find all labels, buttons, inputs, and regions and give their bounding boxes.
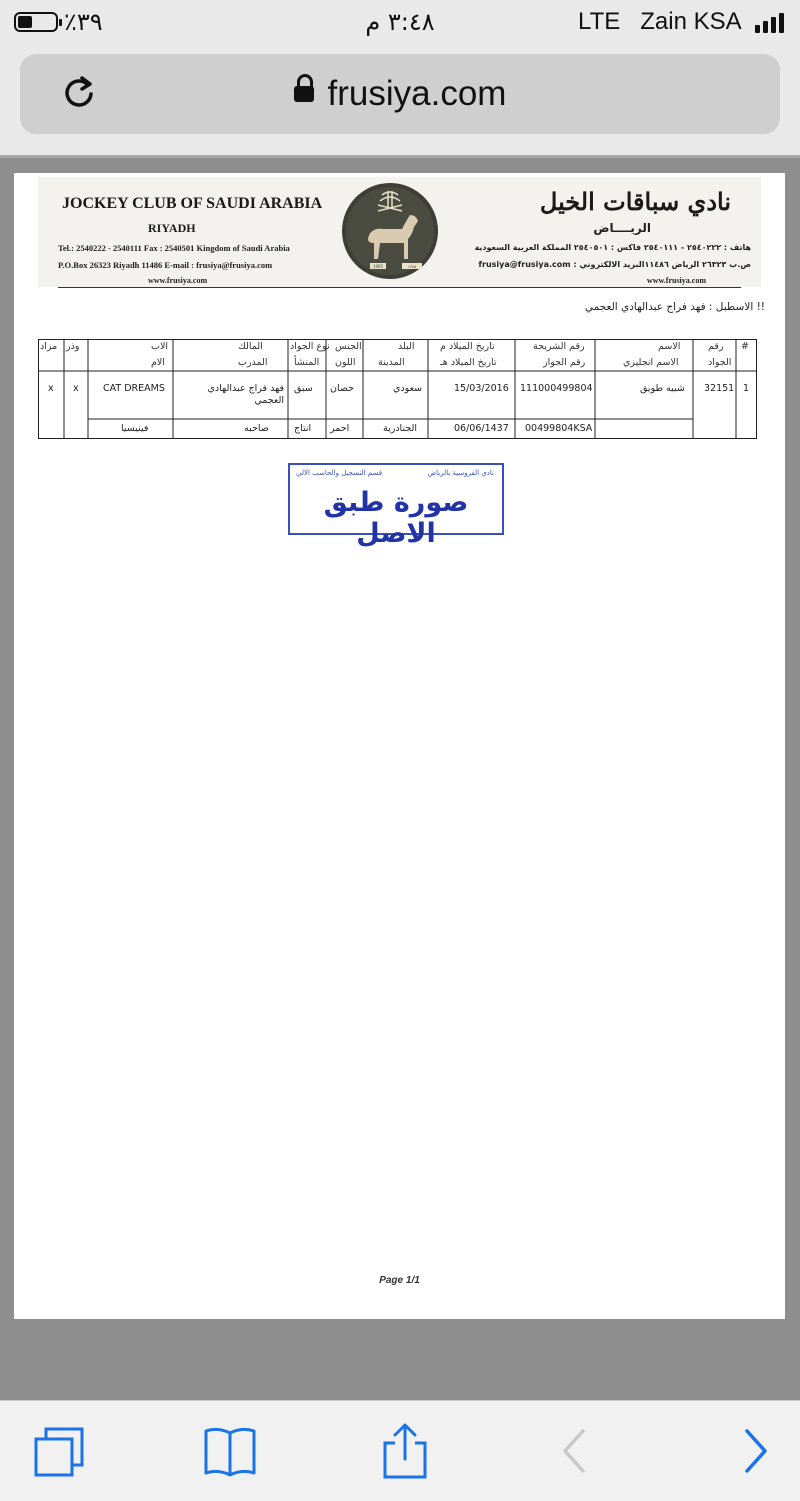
stamp-text: صورة طبق الاصل bbox=[323, 487, 469, 549]
cell-owner: فهد فراج عبدالهادي العجمي bbox=[207, 383, 284, 406]
horse-table bbox=[38, 339, 757, 439]
cell-type: سبق bbox=[294, 383, 313, 394]
cell-country: سعودي bbox=[393, 383, 423, 394]
back-icon[interactable] bbox=[545, 1421, 605, 1481]
stable-label: !! الاسطبل : فهد فراج عبدالهادي العجمي bbox=[584, 301, 765, 313]
cell-wthr: x bbox=[73, 383, 79, 394]
col-header-sire: الاب bbox=[151, 341, 169, 352]
col-header-dam: الام bbox=[151, 357, 165, 368]
browser-header bbox=[0, 46, 800, 156]
col-header-city: المدينة bbox=[378, 357, 405, 368]
emblem-year-en: 1965 bbox=[372, 264, 384, 269]
letterhead-en-address: P.O.Box 26323 Riyadh 11486 E-mail : frusiya@frusiya.com bbox=[58, 260, 273, 270]
col-header-dob-g: تاريخ الميلاد م bbox=[440, 341, 495, 352]
col-header-trainer: المدرب bbox=[238, 357, 268, 368]
letterhead-ar-address: ص.ب ٢٦٣٢٣ الرياض ١١٤٨٦البريد الالكتروني : frusiya@frusiya.com bbox=[478, 260, 751, 269]
cell-city: الجنادرية bbox=[383, 423, 417, 434]
col-header-wthr: وذر bbox=[66, 341, 80, 352]
letterhead-en-title: JOCKEY CLUB OF SAUDI ARABIA bbox=[62, 195, 323, 212]
club-emblem-icon bbox=[340, 181, 440, 281]
letterhead-en-city: RIYADH bbox=[148, 221, 196, 235]
stamp-dept: قسم التسجيل والحاسب الالي bbox=[296, 469, 383, 477]
cell-sire: CAT DREAMS bbox=[103, 383, 165, 394]
letterhead-ar-contact: هاتف : ٢٥٤٠٢٢٢ - ٢٥٤٠١١١ فاكس : ٢٥٤٠٥٠١ المملكة العربية السعودية bbox=[474, 243, 751, 252]
letterhead-ar-city: الريــــاض bbox=[593, 221, 651, 235]
share-icon[interactable] bbox=[375, 1421, 435, 1481]
col-header-horse-no: رقم bbox=[708, 341, 724, 352]
letterhead-en-contact: Tel.: 2540222 - 2540111 Fax : 2540501 Kingdom of Saudi Arabia bbox=[58, 243, 290, 253]
signal-icon bbox=[755, 13, 784, 33]
letterhead-en-website: www.frusiya.com bbox=[148, 276, 208, 285]
tabs-icon[interactable] bbox=[30, 1421, 90, 1481]
cell-dob-h: 06/06/1437 bbox=[454, 423, 509, 434]
carrier-info bbox=[578, 8, 784, 36]
col-header-chip: رقم الشريحة bbox=[533, 341, 585, 352]
address-bar[interactable] bbox=[20, 54, 780, 134]
url-text[interactable] bbox=[20, 74, 780, 114]
cell-dam: فينيسيا bbox=[121, 423, 149, 434]
cell-sex: حصان bbox=[330, 383, 354, 394]
battery-percent: ٪٣٩ bbox=[64, 8, 103, 36]
carrier-name: Zain KSA bbox=[640, 8, 741, 35]
letterhead-rule bbox=[58, 287, 741, 288]
network-type: LTE bbox=[578, 8, 621, 35]
col-header-sex: الجنس bbox=[335, 341, 362, 352]
cell-chip: 111000499804 bbox=[520, 383, 593, 394]
cell-name: شبيه طويق bbox=[640, 383, 685, 394]
cell-horse-no: 32151 bbox=[704, 383, 735, 394]
cell-auction: x bbox=[48, 383, 54, 394]
cell-index: 1 bbox=[743, 383, 750, 394]
letterhead-ar-website: www.frusiya.com bbox=[646, 276, 706, 285]
clock: ٣:٤٨ م bbox=[365, 8, 435, 36]
col-header-horse: الجواد bbox=[708, 357, 732, 368]
certification-stamp bbox=[288, 463, 504, 549]
col-header-origin: المنشأ bbox=[294, 357, 320, 368]
cell-color: احمر bbox=[330, 423, 350, 434]
bookmarks-icon[interactable] bbox=[200, 1421, 260, 1481]
browser-toolbar bbox=[0, 1400, 800, 1501]
forward-icon[interactable] bbox=[725, 1421, 785, 1481]
col-header-color: اللون bbox=[335, 357, 356, 368]
lock-icon bbox=[294, 86, 314, 102]
letterhead bbox=[38, 177, 761, 287]
emblem-year: ١٣٨٥ bbox=[407, 264, 417, 269]
col-header-en-name: الاسم انجليزي bbox=[623, 357, 679, 368]
document-page bbox=[14, 173, 785, 1319]
col-header-index: # bbox=[741, 341, 749, 352]
stamp-club: نادي الفروسية بالرياض bbox=[427, 469, 494, 477]
col-header-type: نوع الجواد bbox=[290, 341, 330, 352]
col-header-dob-h: تاريخ الميلاد هـ bbox=[440, 357, 497, 368]
page-number: Page 1/1 bbox=[379, 1275, 420, 1286]
cell-dob-g: 15/03/2016 bbox=[454, 383, 509, 394]
col-header-owner: المالك bbox=[238, 341, 263, 352]
col-header-passport: رقم الجواز bbox=[543, 357, 586, 368]
cell-trainer: صاحبه bbox=[244, 423, 269, 434]
col-header-name: الاسم bbox=[658, 341, 681, 352]
cell-origin: انتاج bbox=[294, 423, 312, 434]
letterhead-ar-title: نادي سباقات الخيل bbox=[539, 187, 731, 216]
col-header-country: البلد bbox=[398, 341, 415, 352]
status-bar bbox=[0, 0, 800, 46]
col-header-auction: مزاد bbox=[40, 341, 58, 352]
cell-passport: 00499804KSA bbox=[525, 423, 593, 434]
divider bbox=[0, 155, 800, 158]
url-label: frusiya.com bbox=[327, 74, 507, 113]
